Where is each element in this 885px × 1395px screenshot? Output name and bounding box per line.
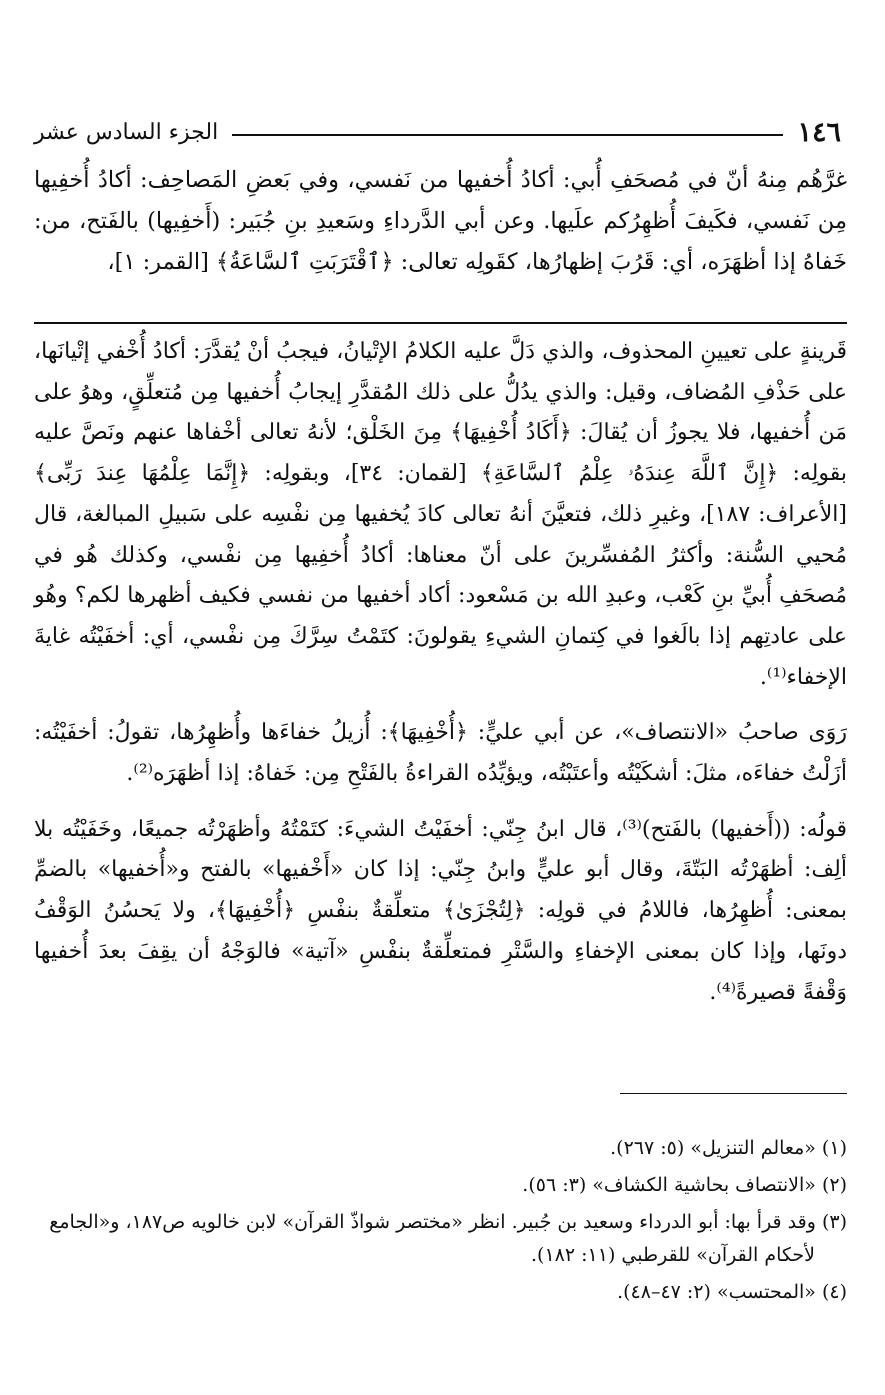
main-text (34, 160, 847, 283)
main-text-divider (34, 322, 847, 324)
footnote-divider (620, 1093, 847, 1094)
page-number: ١٤٦ (797, 116, 841, 148)
footnote: (٢) «الانتصاف بحاشية الكشاف» (٣: ٥٦). (522, 1174, 847, 1196)
commentary (34, 332, 847, 1013)
commentary-paragraph: قَرينةٍ على تعيينِ المحذوف، والذي دَلَّ عليه الكلامُ الإتْيانُ، فيجبُ أنْ يُقدَّرَ: أكادُ أُخْفي إتْيانَها، على حَذْفِ المُضاف، وقيل: والذي يدُلُّ على ذلك المُقدَّرِ إيجابُ أُخفيها مِن مُتعلِّقٍ، وهوُ على مَن أُخفيها، فلا يجوزُ أن يُقالَ: ﴿أَكَادُ أُخْفِيهَا﴾ مِنَ الخَلْق؛ لأنهُ تعالى أخْفاها عنهم ونَصَّ عليه بقولِه: ﴿إِنَّ ٱللَّهَ عِندَهُۥ عِلْمُ ٱلسَّاعَةِ﴾ [لقمان: ٣٤]، وبقولِه: ﴿إِنَّمَا عِلْمُهَا عِندَ رَبِّى﴾ [الأعراف: ١٨٧]، وغيرِ ذلك، فتعيَّنَ أنهُ تعالى كادَ يُخفيها مِن نفْسِه على سَبيلِ المبالغة، قال مُحيي السُّنة: وأكثرُ المُفسِّرينَ على أنّ معناها: أكادُ أُخفِيها مِن نفْسي، وكذلك هُو في مُصحَفِ أُبيِّ بنِ كَعْب، وعبدِ الله بن مَسْعود: أكاد أخفيها من نفسي فكيف أظهرها لكم؟ وهُو على عادتِهم إذا بالَغوا في كِتمانِ الشيءِ يقولونَ: كتَمْتُ سِرَّكَ مِن نفْسي، أي: أخفَيْتُه غايةَ الإخفاء⁽¹⁾. (34, 339, 848, 690)
commentary-paragraph: رَوَى صاحبُ «الانتصاف»، عن أبي عليٍّ: ﴿أُخْفِيهَا﴾: أُزيلُ خفاءَها وأُظهِرُها، تقولُ: أخفَيْتُه: أزَلْتُ خفاءَه، مثلَ: أشكَيْتُه وأعتَبْتُه، ويؤيِّدُه القراءةُ بالفَتْحِ مِن: خَفاهُ: إذا أظهَرَه⁽²⁾. (34, 720, 847, 787)
commentary-paragraph: قولُه: ((أَخفيها) بالفَتح)⁽³⁾، قال ابنُ جِنّي: أخفَيْتُ الشيءَ: كتَمْتُهُ وأظهَرْتُه جميعًا، وخَفَيْتُه بلا ألِف: أظهَرْتُه البَتّةَ، وقال أبو عليٍّ وابنُ جِنّي: إذا كان «أَخْفيها» بالفتح و«أُخفيها» بالضمِّ بمعنى: أُظهِرُها، فاللامُ في قولِه: ﴿لِتُجْزَىٰ﴾ متعلِّقةٌ بنفْسِ ﴿أُخْفِيهَا﴾، ولا يَحسُنُ الوَقْفُ دونَها، وإذا كان بمعنى الإخفاءِ والسَّتْرِ فمتعلِّقةٌ بنفْسِ «آتية» فالوَجْهُ أن يقِفَ بعدَ أُخفيها وَقْفةً قصيرةً⁽⁴⁾. (34, 816, 847, 1005)
running-title: الجزء السادس عشر (34, 119, 219, 145)
footnote: (١) «معالم التنزيل» (٥: ٢٦٧). (610, 1137, 847, 1159)
header-rule (232, 134, 783, 136)
main-text-paragraph: غرَّهُم مِنهُ أنّ في مُصحَفِ أُبي: أكادُ أُخفيها من نَفسي، وفي بَعضِ المَصاحِف: أكادُ أُخفِيها مِن نَفسي، فكَيفَ أُظهِرُكم علَيها. وعن أبي الدَّرداءِ وسَعيدِ بنِ جُبَير: (أَخفِيها) بالفَتح، من: خَفاهُ إذا أظهَرَه، أي: قَرُبَ إظهارُها، كقَولِه تعالى: ﴿ٱقْتَرَبَتِ ٱلسَّاعَةُ﴾ [القمر: ١]، (34, 167, 847, 275)
footnote-continuation: لأحكام القرآن» للقرطبي (١١: ١٨٢). (531, 1244, 815, 1266)
page-header (34, 112, 841, 152)
footnote: (٣) وقد قرأ بها: أبو الدرداء وسعيد بن جُبير. انظر «مختصر شواذّ القرآن» لابن خالويه ص١٨٧، و«الجامع (49, 1211, 847, 1233)
footnotes (34, 1132, 847, 1313)
footnote: (٤) «المحتسب» (٢: ٤٧–٤٨). (617, 1281, 847, 1303)
